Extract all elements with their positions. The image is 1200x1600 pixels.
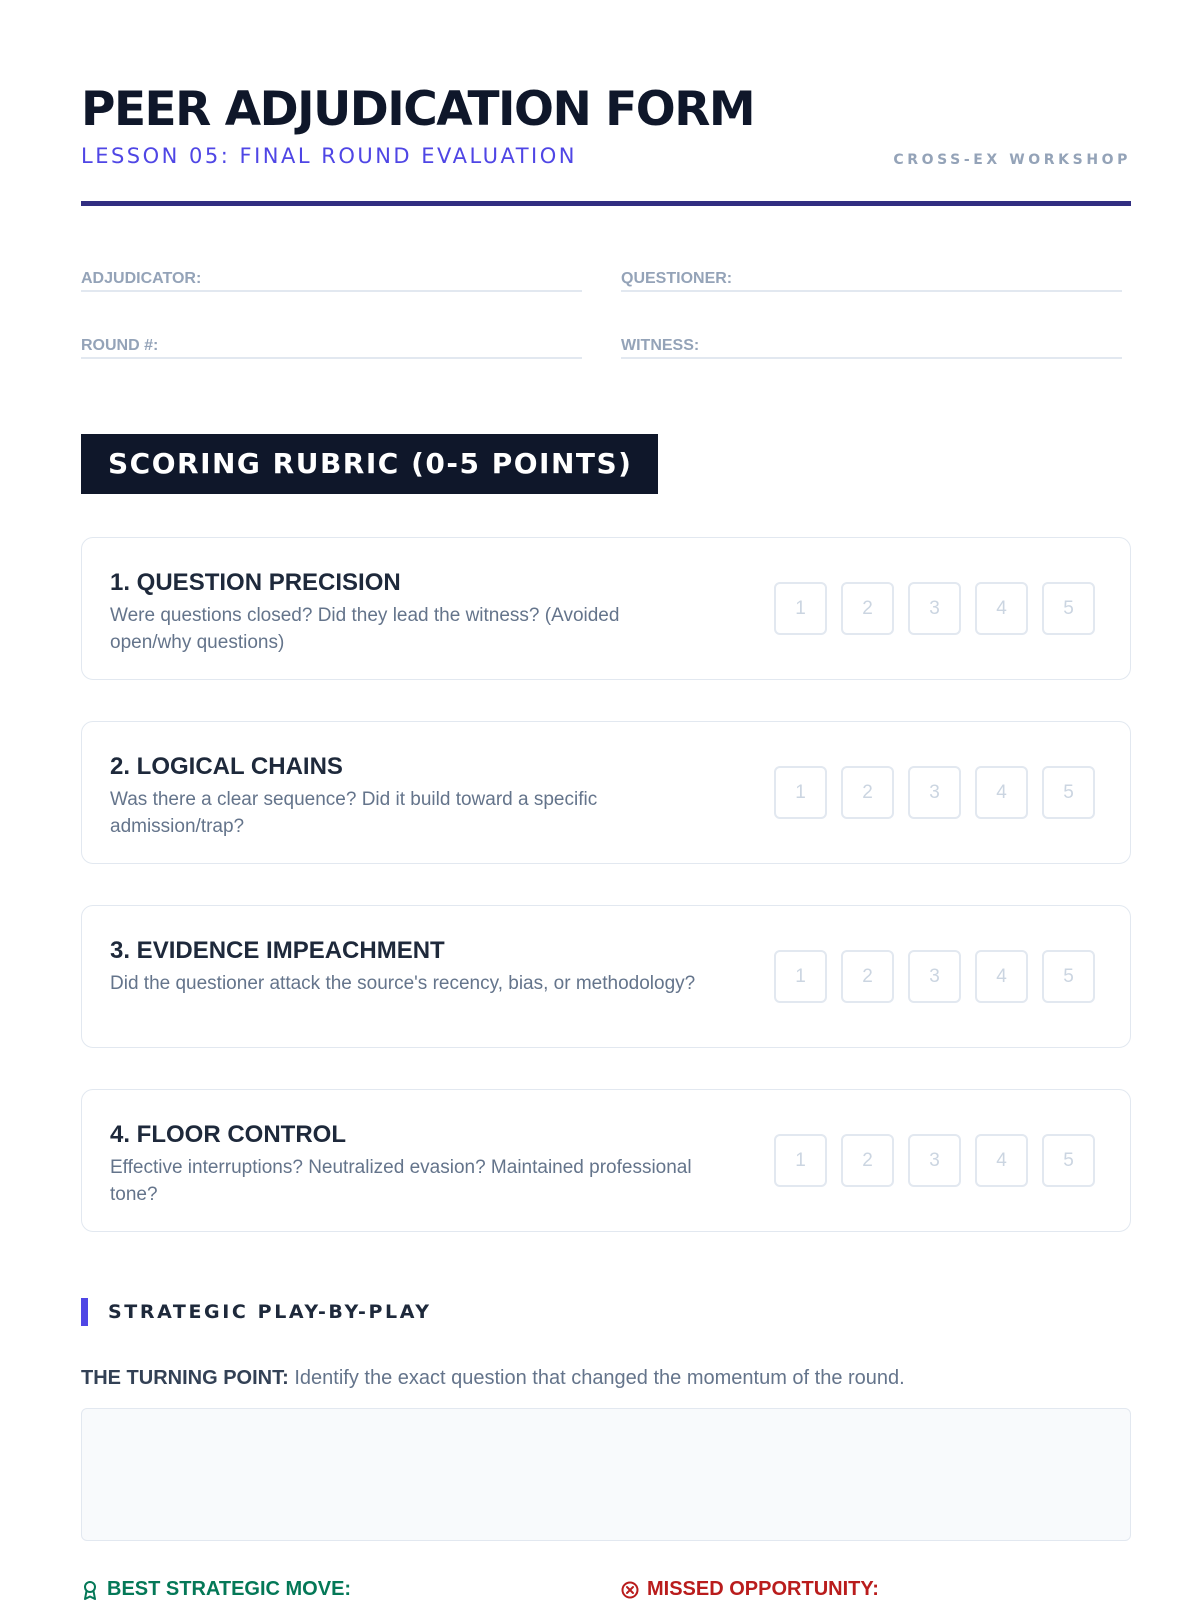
best-move-label: BEST STRATEGIC MOVE: — [107, 1578, 352, 1600]
criterion-card — [81, 905, 1131, 1048]
questioner-field[interactable] — [621, 270, 1122, 292]
score-option[interactable]: 3 — [908, 1134, 961, 1187]
score-option[interactable]: 4 — [975, 766, 1028, 819]
criterion-card — [81, 1089, 1131, 1232]
rubric-heading: SCORING RUBRIC (0-5 POINTS) — [108, 447, 633, 480]
criterion-card — [81, 537, 1131, 680]
criterion-title: 2. LOGICAL CHAINS — [110, 753, 343, 780]
witness-label: WITNESS: — [621, 337, 700, 354]
adjudicator-label: ADJUDICATOR: — [81, 270, 202, 287]
score-option[interactable]: 1 — [774, 950, 827, 1003]
page-title: PEER ADJUDICATION FORM — [81, 82, 755, 137]
round-number-label: ROUND #: — [81, 337, 159, 354]
section-heading: STRATEGIC PLAY-BY-PLAY — [108, 1301, 432, 1323]
rubric-banner — [81, 434, 658, 494]
criterion-description: Were questions closed? Did they lead the witness? (Avoided open/why questions) — [110, 605, 620, 653]
score-option[interactable]: 5 — [1042, 766, 1095, 819]
score-option[interactable]: 3 — [908, 766, 961, 819]
workshop-label: CROSS-EX WORKSHOP — [893, 152, 1131, 168]
criterion-title: 1. QUESTION PRECISION — [110, 569, 401, 596]
score-option[interactable]: 2 — [841, 766, 894, 819]
adjudicator-field[interactable] — [81, 270, 582, 292]
criterion-card — [81, 721, 1131, 864]
score-option[interactable]: 4 — [975, 950, 1028, 1003]
x-circle-icon — [621, 1580, 639, 1600]
questioner-label: QUESTIONER: — [621, 270, 733, 287]
score-option[interactable]: 4 — [975, 582, 1028, 635]
score-option[interactable]: 3 — [908, 950, 961, 1003]
turning-point-label: THE TURNING POINT: — [81, 1367, 289, 1389]
turning-point-prompt — [81, 1367, 905, 1390]
score-option[interactable]: 1 — [774, 766, 827, 819]
criterion-title: 4. FLOOR CONTROL — [110, 1121, 346, 1148]
score-option[interactable]: 4 — [975, 1134, 1028, 1187]
page-subtitle: LESSON 05: FINAL ROUND EVALUATION — [81, 144, 577, 168]
score-option[interactable]: 5 — [1042, 950, 1095, 1003]
round-number-field[interactable] — [81, 337, 582, 359]
score-option[interactable]: 2 — [841, 582, 894, 635]
criterion-title: 3. EVIDENCE IMPEACHMENT — [110, 937, 445, 964]
score-option[interactable]: 5 — [1042, 582, 1095, 635]
missed-opportunity-heading — [621, 1578, 879, 1600]
witness-field[interactable] — [621, 337, 1122, 359]
turning-point-instructions: Identify the exact question that changed the momentum of the round. — [294, 1367, 905, 1389]
criterion-description: Was there a clear sequence? Did it build toward a specific admission/trap? — [110, 789, 598, 837]
missed-opportunity-label: MISSED OPPORTUNITY: — [647, 1578, 879, 1600]
turning-point-textarea[interactable] — [81, 1408, 1131, 1541]
score-option[interactable]: 2 — [841, 950, 894, 1003]
score-option[interactable]: 2 — [841, 1134, 894, 1187]
section-accent-bar — [81, 1298, 88, 1326]
best-move-heading — [81, 1578, 351, 1600]
criterion-description: Effective interruptions? Neutralized evasion? Maintained professional tone? — [110, 1157, 692, 1205]
score-option[interactable]: 3 — [908, 582, 961, 635]
score-option[interactable]: 1 — [774, 582, 827, 635]
criterion-description: Did the questioner attack the source's recency, bias, or methodology? — [110, 973, 696, 994]
score-option[interactable]: 5 — [1042, 1134, 1095, 1187]
score-option[interactable]: 1 — [774, 1134, 827, 1187]
header-divider — [81, 201, 1131, 206]
award-icon — [81, 1580, 99, 1600]
